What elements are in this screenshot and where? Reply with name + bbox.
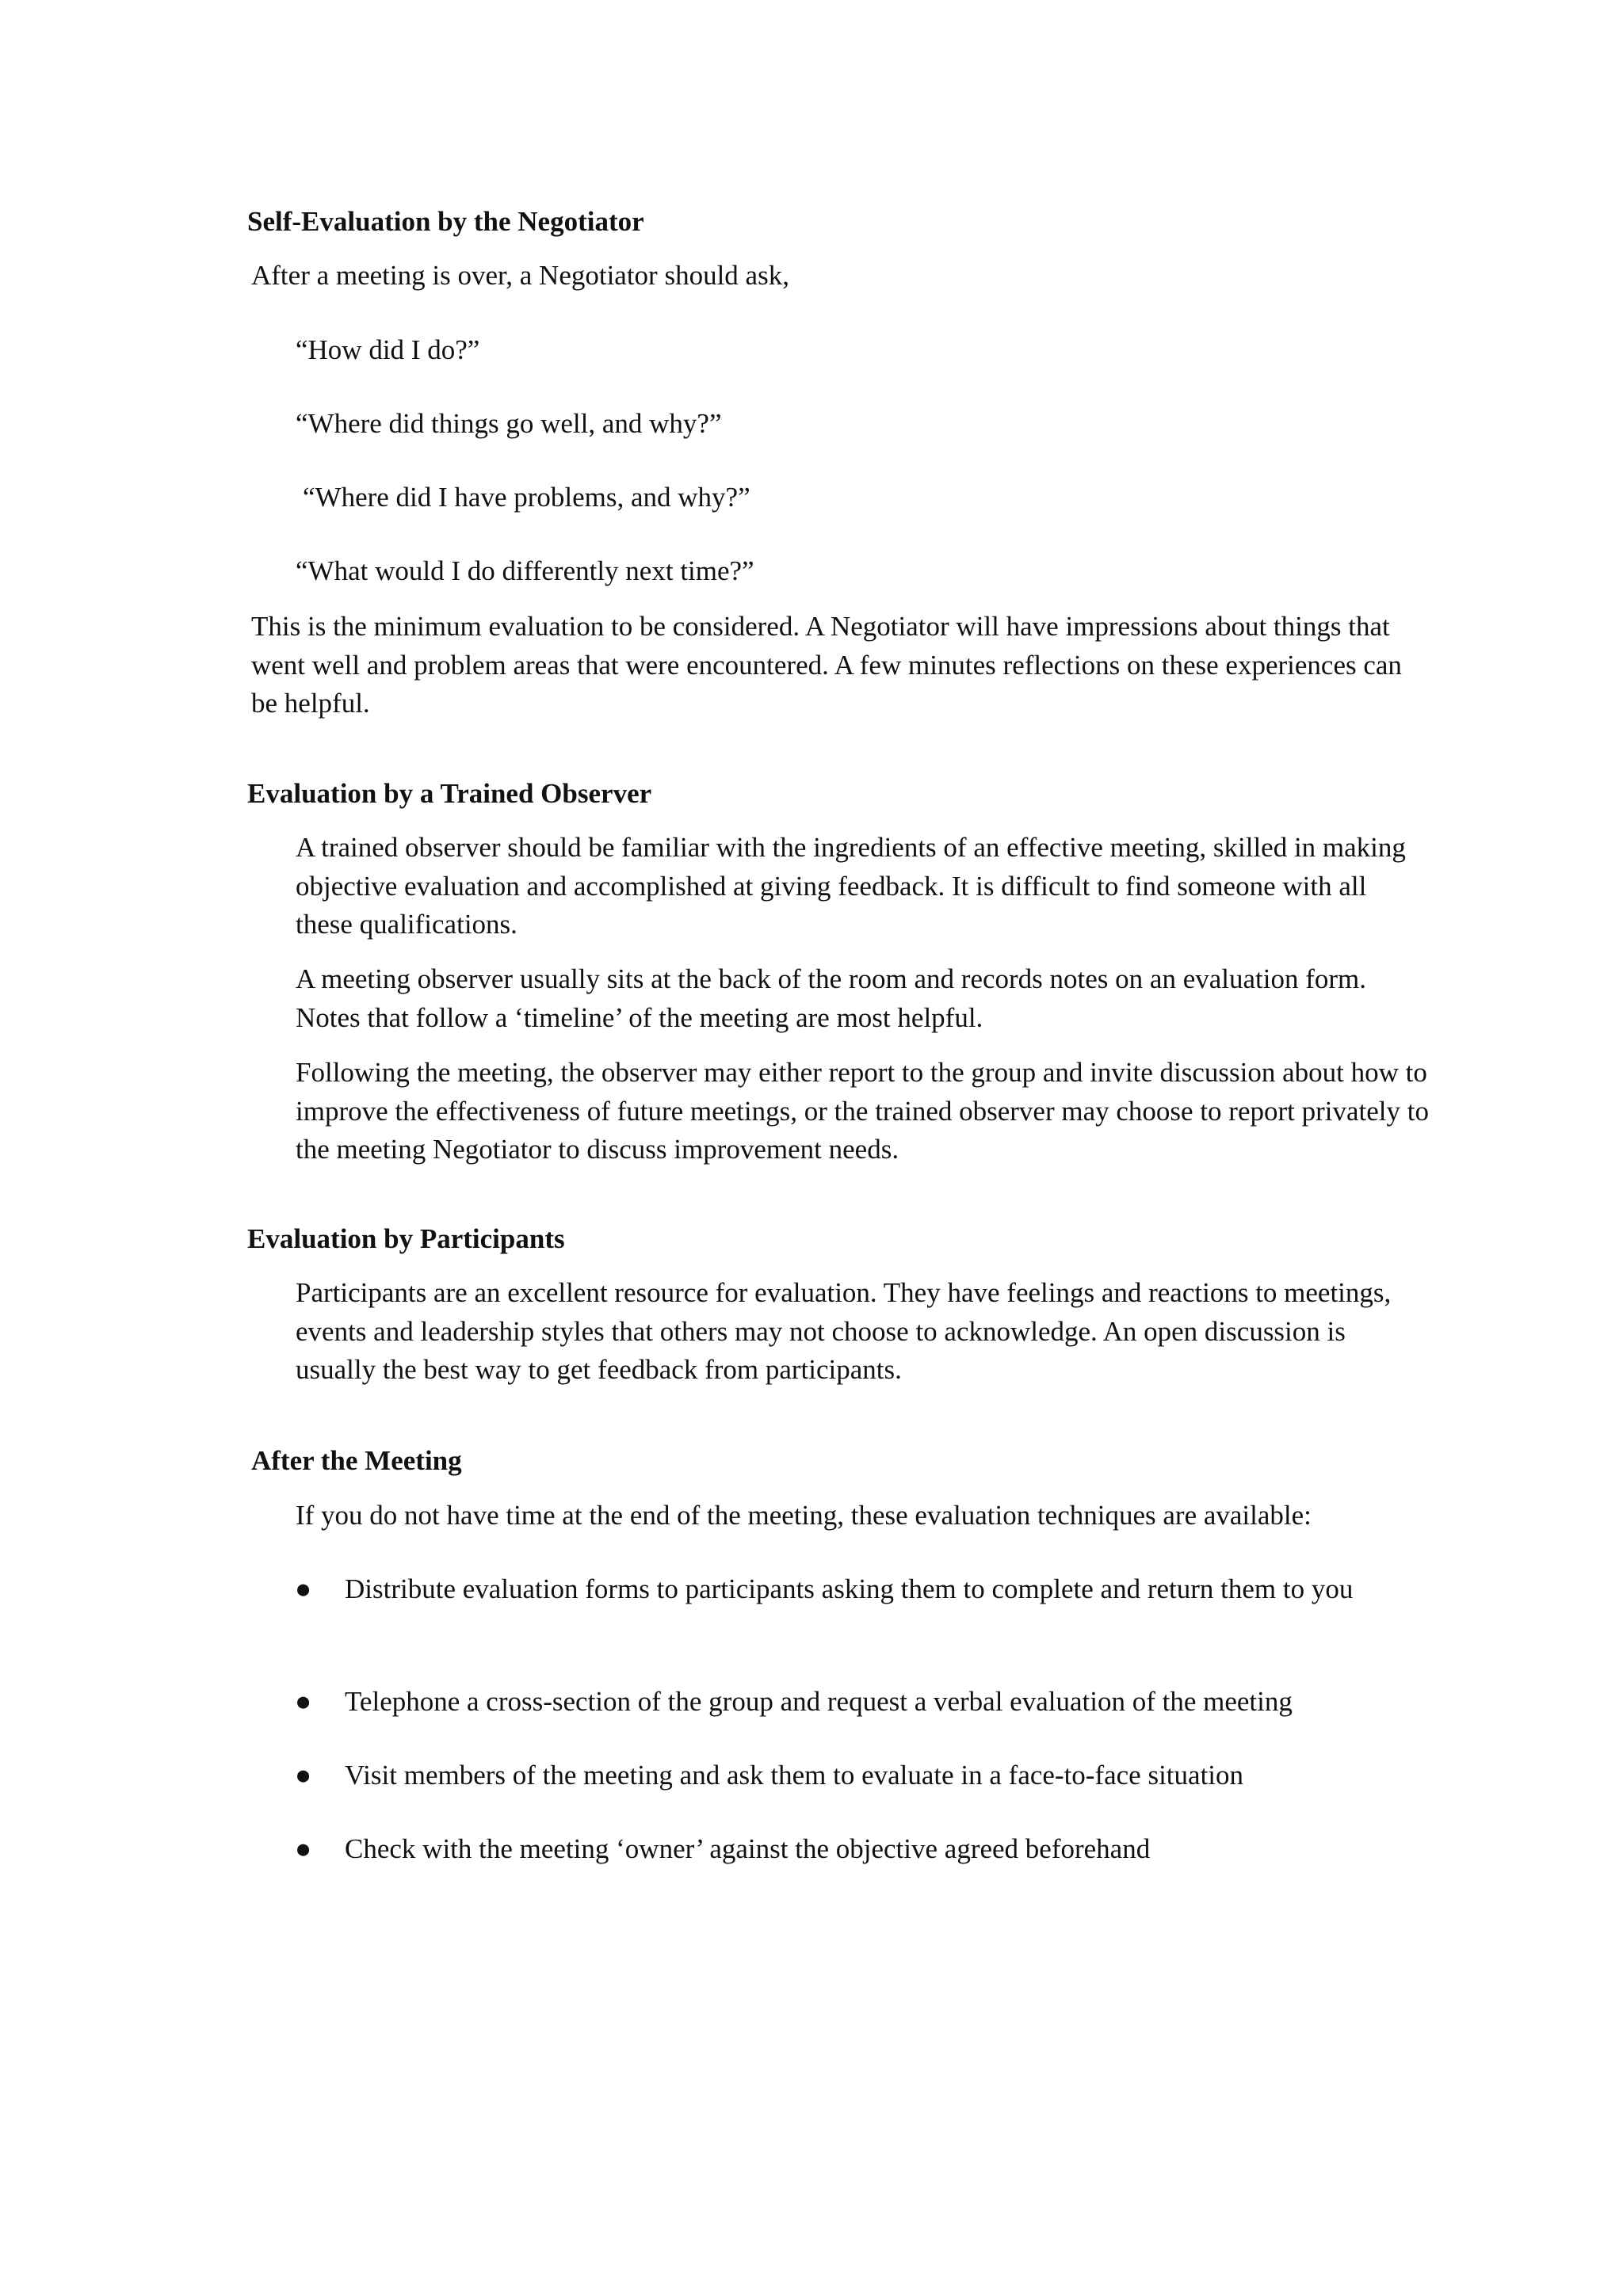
- bullet-text: Distribute evaluation forms to participants asking them to complete and return them to you: [345, 1573, 1354, 1604]
- observer-paragraph-qualifications: A trained observer should be familiar with the ingredients of an effective meeting, skilled in making objective evaluation and accomplished at giving feedback. It is difficult to find someone with all these qualifications.: [296, 832, 1406, 940]
- observer-paragraph-notes: A meeting observer usually sits at the back of the room and records notes on an evaluation form. Notes that follow a ‘timeline’ of the meeting are most helpful.: [296, 963, 1367, 1033]
- heading-trained-observer: Evaluation by a Trained Observer: [247, 778, 652, 809]
- bullet-text: Telephone a cross-section of the group and request a verbal evaluation of the meeting: [345, 1686, 1293, 1717]
- after-meeting-intro: If you do not have time at the end of the meeting, these evaluation techniques are available:: [296, 1500, 1312, 1531]
- question-do-differently: “What would I do differently next time?”: [296, 555, 754, 586]
- heading-participants: Evaluation by Participants: [247, 1223, 565, 1254]
- observer-paragraph-reporting: Following the meeting, the observer may either report to the group and invite discussion about how to improve the effectiveness of future meetings, or the trained observer may choose to report privately to the meeting Negotiator to discuss improvement needs.: [296, 1057, 1429, 1165]
- question-where-problems: “Where did I have problems, and why?”: [303, 482, 750, 513]
- bullet-text: Visit members of the meeting and ask them to evaluate in a face-to-face situation: [345, 1760, 1244, 1791]
- question-how-did-i-do: “How did I do?”: [296, 334, 480, 365]
- self-evaluation-summary: This is the minimum evaluation to be considered. A Negotiator will have impressions about things that went well and problem areas that were encountered. A few minutes reflections on these experiences can be helpful.: [251, 611, 1402, 719]
- bullet-icon: ●: [295, 1686, 312, 1717]
- bullet-icon: ●: [295, 1760, 312, 1791]
- bullet-text: Check with the meeting ‘owner’ against the objective agreed beforehand: [345, 1833, 1151, 1864]
- self-evaluation-intro: After a meeting is over, a Negotiator should ask,: [251, 260, 789, 291]
- heading-after-meeting: After the Meeting: [251, 1445, 462, 1476]
- participants-paragraph: Participants are an excellent resource for evaluation. They have feelings and reactions to meetings, events and leadership styles that others may not choose to acknowledge. An open discussion is usually the best way to get feedback from participants.: [296, 1277, 1392, 1385]
- heading-self-evaluation: Self-Evaluation by the Negotiator: [247, 206, 644, 237]
- bullet-icon: ●: [295, 1833, 312, 1864]
- bullet-icon: ●: [295, 1573, 312, 1604]
- question-where-things-went-well: “Where did things go well, and why?”: [296, 408, 722, 439]
